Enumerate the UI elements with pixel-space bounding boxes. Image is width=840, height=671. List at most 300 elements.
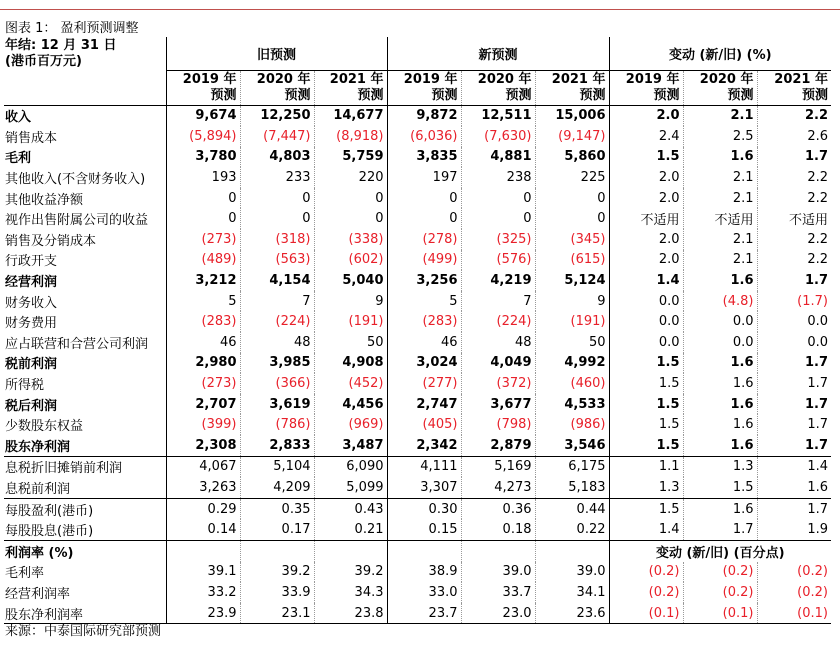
- table-row: [4, 582, 831, 603]
- value-cell: 34.1: [535, 582, 609, 603]
- year-label: 2020 年: [699, 71, 754, 87]
- row-label: 税前利润: [5, 357, 58, 373]
- value-cell: 2,308: [166, 435, 240, 456]
- forecast-label: 预测: [579, 87, 606, 103]
- value-cell: 2.1: [683, 188, 757, 209]
- value-cell: (798): [461, 414, 535, 435]
- year-header: [757, 70, 831, 105]
- value-cell: 不适用: [683, 208, 757, 229]
- value-cell: 4,881: [461, 147, 535, 168]
- value-cell: 9,872: [387, 105, 461, 126]
- corner-spacer: [4, 70, 166, 105]
- value-cell: 2.0: [609, 167, 683, 188]
- margin-change-header: 变动 (新/旧) (百分点): [609, 540, 831, 561]
- value-cell: 0: [166, 208, 240, 229]
- value-cell: 23.8: [314, 603, 387, 624]
- value-cell: 0.0: [683, 311, 757, 332]
- value-cell: (7,447): [240, 126, 314, 147]
- value-cell: (489): [166, 250, 240, 271]
- value-cell: (7,630): [461, 126, 535, 147]
- value-cell: 1.6: [683, 270, 757, 291]
- value-cell: (277): [387, 373, 461, 394]
- value-cell: 14,677: [314, 105, 387, 126]
- value-cell: 1.6: [757, 477, 831, 498]
- value-cell: (499): [387, 250, 461, 271]
- table-row: [4, 229, 831, 250]
- year-header: [683, 70, 757, 105]
- value-cell: 4,049: [461, 353, 535, 374]
- value-cell: 1.1: [609, 456, 683, 477]
- value-cell: 23.7: [387, 603, 461, 624]
- value-cell: 50: [314, 332, 387, 353]
- value-cell: 0.0: [609, 332, 683, 353]
- table-row: [4, 394, 831, 415]
- value-cell: (786): [240, 414, 314, 435]
- value-cell: (283): [166, 311, 240, 332]
- table-row: [4, 270, 831, 291]
- value-cell: (6,036): [387, 126, 461, 147]
- value-cell: 0.44: [535, 498, 609, 519]
- value-cell: 1.7: [757, 394, 831, 415]
- empty-cell: [461, 540, 535, 561]
- value-cell: (191): [535, 311, 609, 332]
- value-cell: 2.2: [757, 229, 831, 250]
- value-cell: (273): [166, 229, 240, 250]
- value-cell: 3,835: [387, 147, 461, 168]
- value-cell: 0.36: [461, 498, 535, 519]
- row-label: 税后利润: [5, 398, 58, 414]
- value-cell: 225: [535, 167, 609, 188]
- value-cell: 238: [461, 167, 535, 188]
- value-cell: 9,674: [166, 105, 240, 126]
- row-label: 财务费用: [5, 316, 58, 332]
- value-cell: 1.5: [609, 498, 683, 519]
- table-row: [4, 435, 831, 456]
- value-cell: 0: [387, 208, 461, 229]
- value-cell: 1.6: [683, 414, 757, 435]
- value-cell: 9: [314, 291, 387, 312]
- value-cell: (224): [461, 311, 535, 332]
- table-row: [4, 332, 831, 353]
- table-row: [4, 250, 831, 271]
- value-cell: 3,307: [387, 477, 461, 498]
- year-label: 2020 年: [256, 71, 311, 87]
- value-cell: 0.18: [461, 519, 535, 540]
- value-cell: (0.2): [683, 582, 757, 603]
- value-cell: 5,183: [535, 477, 609, 498]
- value-cell: (345): [535, 229, 609, 250]
- value-cell: 1.5: [609, 435, 683, 456]
- year-label: 2020 年: [477, 71, 532, 87]
- forecast-label: 预测: [801, 87, 828, 103]
- forecast-label: 预测: [284, 87, 311, 103]
- row-label: 股东净利润: [5, 439, 71, 455]
- value-cell: 2.2: [757, 167, 831, 188]
- value-cell: (318): [240, 229, 314, 250]
- header-row-years: [4, 70, 831, 105]
- year-header: [535, 70, 609, 105]
- top-rule: [0, 9, 840, 10]
- value-cell: 1.4: [609, 519, 683, 540]
- value-cell: 不适用: [609, 208, 683, 229]
- value-cell: 2.0: [609, 105, 683, 126]
- value-cell: 不适用: [757, 208, 831, 229]
- value-cell: 3,619: [240, 394, 314, 415]
- value-cell: 7: [461, 291, 535, 312]
- value-cell: 39.2: [314, 562, 387, 583]
- year-header: [461, 70, 535, 105]
- value-cell: 0.14: [166, 519, 240, 540]
- value-cell: 0.0: [757, 311, 831, 332]
- row-label: 其他收入(不含财务收入): [5, 172, 146, 188]
- value-cell: 1.7: [757, 373, 831, 394]
- forecast-label: 预测: [210, 87, 237, 103]
- table-row: [4, 311, 831, 332]
- value-cell: (576): [461, 250, 535, 271]
- value-cell: 2.5: [683, 126, 757, 147]
- value-cell: (0.2): [609, 582, 683, 603]
- value-cell: 2.0: [609, 188, 683, 209]
- value-cell: 6,090: [314, 456, 387, 477]
- value-cell: 0: [240, 188, 314, 209]
- year-label: 2019 年: [625, 71, 680, 87]
- value-cell: 46: [387, 332, 461, 353]
- value-cell: 1.5: [609, 353, 683, 374]
- value-cell: 0.0: [757, 332, 831, 353]
- table-row: [4, 498, 831, 519]
- value-cell: (338): [314, 229, 387, 250]
- table-row: [4, 519, 831, 540]
- value-cell: 4,533: [535, 394, 609, 415]
- forecast-label: 预测: [357, 87, 384, 103]
- value-cell: 220: [314, 167, 387, 188]
- value-cell: 1.7: [757, 435, 831, 456]
- year-label: 2019 年: [182, 71, 237, 87]
- value-cell: 4,219: [461, 270, 535, 291]
- value-cell: 5,169: [461, 456, 535, 477]
- row-label: 毛利率: [5, 566, 45, 582]
- value-cell: 4,273: [461, 477, 535, 498]
- value-cell: 3,212: [166, 270, 240, 291]
- value-cell: 1.4: [757, 456, 831, 477]
- value-cell: 2.1: [683, 105, 757, 126]
- value-cell: 0: [166, 188, 240, 209]
- row-label: 息税折旧摊销前利润: [4, 456, 166, 477]
- value-cell: 0: [535, 188, 609, 209]
- value-cell: 193: [166, 167, 240, 188]
- unit-label: (港币百万元): [5, 54, 82, 69]
- value-cell: (615): [535, 250, 609, 271]
- forecast-label: 预测: [431, 87, 458, 103]
- table-row: [4, 456, 831, 477]
- value-cell: 5: [387, 291, 461, 312]
- value-cell: 1.3: [609, 477, 683, 498]
- table-row: [4, 188, 831, 209]
- row-label: 经营利润率: [5, 586, 71, 602]
- year-header: [387, 70, 461, 105]
- value-cell: 33.9: [240, 582, 314, 603]
- forecast-table: [4, 37, 831, 624]
- group-header: 旧预测: [166, 37, 387, 70]
- value-cell: 0.0: [609, 311, 683, 332]
- table-row: [4, 414, 831, 435]
- value-cell: 9: [535, 291, 609, 312]
- value-cell: (278): [387, 229, 461, 250]
- empty-cell: [535, 540, 609, 561]
- table-caption: 图表 1： 盈利预测调整: [5, 21, 139, 36]
- value-cell: 3,985: [240, 353, 314, 374]
- value-cell: 0: [461, 208, 535, 229]
- value-cell: 3,263: [166, 477, 240, 498]
- margin-section-label: 利润率 (%): [4, 540, 166, 561]
- table-row: [4, 208, 831, 229]
- value-cell: 0: [314, 188, 387, 209]
- row-label: 所得税: [5, 378, 45, 394]
- value-cell: 1.9: [757, 519, 831, 540]
- value-cell: (405): [387, 414, 461, 435]
- row-label: 应占联营和合营公司利润: [5, 336, 149, 352]
- value-cell: 1.6: [683, 353, 757, 374]
- value-cell: 2,747: [387, 394, 461, 415]
- value-cell: 2.4: [609, 126, 683, 147]
- table-row: [4, 167, 831, 188]
- value-cell: 33.0: [387, 582, 461, 603]
- year-header: [609, 70, 683, 105]
- value-cell: 5: [166, 291, 240, 312]
- value-cell: 39.0: [535, 562, 609, 583]
- value-cell: 0: [387, 188, 461, 209]
- value-cell: (0.2): [609, 562, 683, 583]
- value-cell: 50: [535, 332, 609, 353]
- row-label: 经营利润: [5, 275, 58, 291]
- value-cell: 2.2: [757, 250, 831, 271]
- row-label: 其他收益净额: [5, 192, 84, 208]
- value-cell: 0: [535, 208, 609, 229]
- value-cell: 5,124: [535, 270, 609, 291]
- value-cell: 1.5: [609, 394, 683, 415]
- value-cell: 1.6: [683, 373, 757, 394]
- value-cell: 33.2: [166, 582, 240, 603]
- value-cell: 39.1: [166, 562, 240, 583]
- value-cell: 1.5: [609, 414, 683, 435]
- value-cell: 0.15: [387, 519, 461, 540]
- value-cell: 1.7: [757, 147, 831, 168]
- value-cell: 2.1: [683, 229, 757, 250]
- value-cell: 2,879: [461, 435, 535, 456]
- value-cell: 1.7: [757, 270, 831, 291]
- value-cell: 1.7: [757, 498, 831, 519]
- value-cell: (0.1): [609, 603, 683, 624]
- table-row: [4, 562, 831, 583]
- value-cell: 233: [240, 167, 314, 188]
- value-cell: 0.35: [240, 498, 314, 519]
- value-cell: 48: [461, 332, 535, 353]
- value-cell: (0.2): [757, 562, 831, 583]
- value-cell: 4,908: [314, 353, 387, 374]
- value-cell: 0: [461, 188, 535, 209]
- value-cell: 0: [240, 208, 314, 229]
- value-cell: 0: [314, 208, 387, 229]
- table-row: [4, 291, 831, 312]
- row-label: 收入: [5, 110, 32, 126]
- row-label: 每股盈利(港币): [4, 498, 166, 519]
- row-label: 息税前利润: [5, 481, 71, 497]
- value-cell: (0.2): [683, 562, 757, 583]
- value-cell: 23.9: [166, 603, 240, 624]
- value-cell: 23.0: [461, 603, 535, 624]
- value-cell: 4,803: [240, 147, 314, 168]
- value-cell: 1.5: [609, 373, 683, 394]
- value-cell: 3,256: [387, 270, 461, 291]
- value-cell: 12,250: [240, 105, 314, 126]
- value-cell: 1.6: [683, 435, 757, 456]
- value-cell: 23.6: [535, 603, 609, 624]
- source-note: 来源：中泰国际研究部预测: [5, 624, 162, 639]
- value-cell: (4.8): [683, 291, 757, 312]
- value-cell: (0.2): [757, 582, 831, 603]
- table-row: [4, 373, 831, 394]
- year-header: [240, 70, 314, 105]
- year-end-label: 年结: 12 月 31 日: [5, 38, 117, 53]
- value-cell: 33.7: [461, 582, 535, 603]
- value-cell: 2.1: [683, 250, 757, 271]
- value-cell: 1.6: [683, 147, 757, 168]
- value-cell: 34.3: [314, 582, 387, 603]
- value-cell: 1.6: [683, 394, 757, 415]
- value-cell: 2.0: [609, 250, 683, 271]
- table-body: [4, 37, 831, 624]
- value-cell: 23.1: [240, 603, 314, 624]
- value-cell: 1.7: [757, 353, 831, 374]
- value-cell: 4,456: [314, 394, 387, 415]
- value-cell: 2,342: [387, 435, 461, 456]
- table-row: [4, 126, 831, 147]
- value-cell: (5,894): [166, 126, 240, 147]
- empty-cell: [240, 540, 314, 561]
- value-cell: 0.0: [609, 291, 683, 312]
- value-cell: 4,154: [240, 270, 314, 291]
- value-cell: (9,147): [535, 126, 609, 147]
- corner-label: [4, 37, 166, 70]
- value-cell: 2.1: [683, 167, 757, 188]
- value-cell: (191): [314, 311, 387, 332]
- value-cell: 2.0: [609, 229, 683, 250]
- value-cell: (0.1): [683, 603, 757, 624]
- table-row: [4, 353, 831, 374]
- value-cell: 0.29: [166, 498, 240, 519]
- value-cell: 0.30: [387, 498, 461, 519]
- value-cell: 4,209: [240, 477, 314, 498]
- value-cell: (372): [461, 373, 535, 394]
- value-cell: 0.0: [683, 332, 757, 353]
- value-cell: 1.7: [683, 519, 757, 540]
- value-cell: 4,067: [166, 456, 240, 477]
- row-label: 行政开支: [5, 254, 58, 270]
- value-cell: (602): [314, 250, 387, 271]
- year-label: 2021 年: [551, 71, 606, 87]
- value-cell: (969): [314, 414, 387, 435]
- year-header: [314, 70, 387, 105]
- table-row: [4, 147, 831, 168]
- row-label: 每股股息(港币): [5, 524, 94, 540]
- value-cell: (0.1): [757, 603, 831, 624]
- value-cell: 7: [240, 291, 314, 312]
- value-cell: 39.2: [240, 562, 314, 583]
- value-cell: 39.0: [461, 562, 535, 583]
- value-cell: 4,992: [535, 353, 609, 374]
- value-cell: (8,918): [314, 126, 387, 147]
- value-cell: 12,511: [461, 105, 535, 126]
- forecast-label: 预测: [505, 87, 532, 103]
- empty-cell: [314, 540, 387, 561]
- group-header: 新预测: [387, 37, 609, 70]
- value-cell: 3,780: [166, 147, 240, 168]
- value-cell: 4,111: [387, 456, 461, 477]
- year-label: 2019 年: [403, 71, 458, 87]
- year-label: 2021 年: [774, 71, 828, 87]
- value-cell: 0.17: [240, 519, 314, 540]
- value-cell: (366): [240, 373, 314, 394]
- value-cell: (325): [461, 229, 535, 250]
- value-cell: 2,980: [166, 353, 240, 374]
- value-cell: 5,104: [240, 456, 314, 477]
- year-header: [166, 70, 240, 105]
- table-row: [4, 105, 831, 126]
- table-row: [4, 477, 831, 498]
- value-cell: (1.7): [757, 291, 831, 312]
- value-cell: 1.5: [683, 477, 757, 498]
- value-cell: 38.9: [387, 562, 461, 583]
- value-cell: 1.4: [609, 270, 683, 291]
- value-cell: (452): [314, 373, 387, 394]
- value-cell: 2,707: [166, 394, 240, 415]
- forecast-label: 预测: [727, 87, 754, 103]
- value-cell: (563): [240, 250, 314, 271]
- value-cell: 5,860: [535, 147, 609, 168]
- value-cell: (224): [240, 311, 314, 332]
- value-cell: 2,833: [240, 435, 314, 456]
- value-cell: 5,759: [314, 147, 387, 168]
- value-cell: (460): [535, 373, 609, 394]
- empty-cell: [387, 540, 461, 561]
- value-cell: 0.22: [535, 519, 609, 540]
- value-cell: (399): [166, 414, 240, 435]
- value-cell: 197: [387, 167, 461, 188]
- value-cell: 2.2: [757, 105, 831, 126]
- value-cell: 5,040: [314, 270, 387, 291]
- forecast-label: 预测: [653, 87, 680, 103]
- value-cell: 1.5: [609, 147, 683, 168]
- value-cell: 2.2: [757, 188, 831, 209]
- value-cell: 46: [166, 332, 240, 353]
- row-label: 财务收入: [5, 295, 58, 311]
- value-cell: (283): [387, 311, 461, 332]
- empty-cell: [166, 540, 240, 561]
- value-cell: 48: [240, 332, 314, 353]
- group-header: 变动 (新/旧) (%): [609, 37, 831, 70]
- value-cell: 0.21: [314, 519, 387, 540]
- value-cell: 1.3: [683, 456, 757, 477]
- margin-header-row: [4, 540, 831, 561]
- value-cell: (986): [535, 414, 609, 435]
- value-cell: 5,099: [314, 477, 387, 498]
- value-cell: (273): [166, 373, 240, 394]
- value-cell: 6,175: [535, 456, 609, 477]
- value-cell: 2.6: [757, 126, 831, 147]
- row-label: 销售成本: [5, 130, 58, 146]
- value-cell: 1.7: [757, 414, 831, 435]
- value-cell: 0.43: [314, 498, 387, 519]
